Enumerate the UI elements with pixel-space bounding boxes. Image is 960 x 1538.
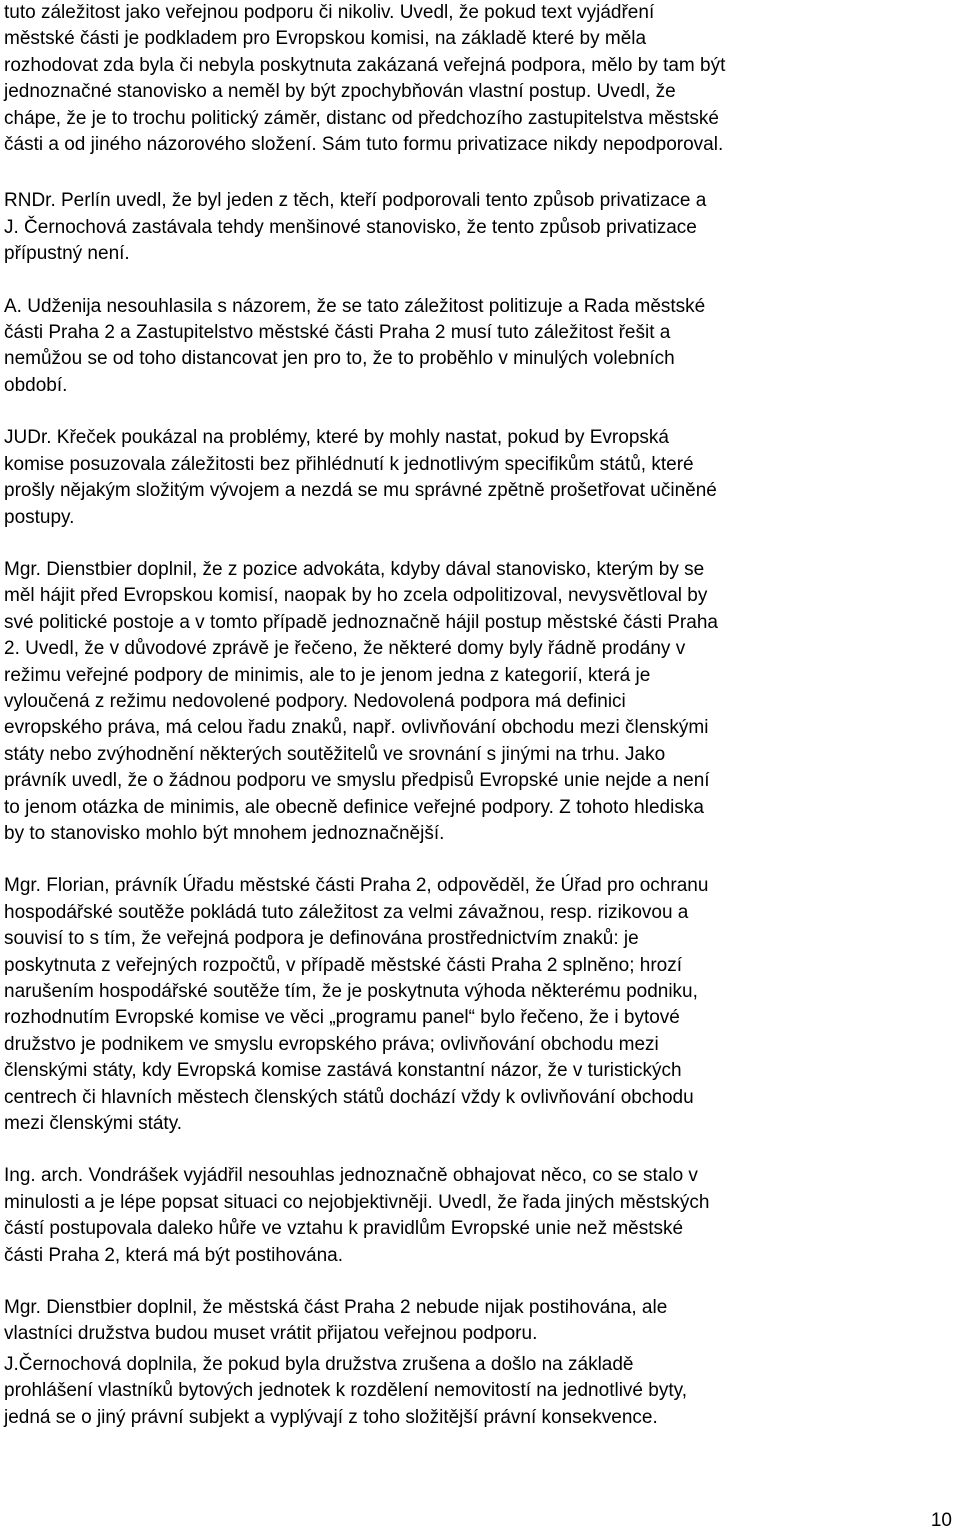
- page-number: 10: [930, 1510, 952, 1531]
- paragraph-dienstbier-2: Mgr. Dienstbier doplnil, že městská část Praha 2 nebude nijak postihována, ale vlastníci družstva budou muset vrátit přijatou veřejnou podporu.: [4, 1297, 668, 1345]
- paragraph-intro: tuto záležitost jako veřejnou podporu či nikoliv. Uvedl, že pokud text vyjádření městské části je podkladem pro Evropskou komisi, na základě které by měla rozhodovat zda byla či nebyla poskytnuta zakázaná veřejná podpora, mělo by tam být jednoznačné stanovisko a neměl by být zpochybňován vlastní postup. Uvedl, že chápe, že je to trochu politický záměr, distanc od předchozího zastupitelstva městské části a od jiného názorového složení. Sám tuto formu privatizace nikdy nepodporoval.: [4, 2, 726, 156]
- paragraph-cernochova: J.Černochová doplnila, že pokud byla družstva zrušena a došlo na základě prohlášení vlastníků bytových jednotek k rozdělení nemovitostí na jednotlivé byty, jedná se o jiný právní subjekt a vyplývají z toho složitější právní konsekvence.: [4, 1353, 687, 1428]
- paragraph-vondrasek: Ing. arch. Vondrášek vyjádřil nesouhlas jednoznačně obhajovat něco, co se stalo v minulosti a je lépe popsat situaci co nejobjektivněji. Uvedl, že řada jiných městských částí postupovala daleko hůře ve vztahu k pravidlům Evropské unie než městské části Praha 2, která má být postihována.: [4, 1165, 710, 1266]
- paragraph-spacer: [4, 399, 956, 425]
- paragraph-udzenija: A. Udženija nesouhlasila s názorem, že se tato záležitost politizuje a Rada městské části Praha 2 a Zastupitelstvo městské části Praha 2 musí tuto záležitost řešit a nemůžou se od toho distancovat jen pro to, že to proběhlo v minulých volebních období.: [4, 295, 706, 396]
- paragraph-spacer: [4, 1137, 956, 1163]
- paragraph-dienstbier-1: Mgr. Dienstbier doplnil, že z pozice advokáta, kdyby dával stanovisko, kterým by se měl hájit před Evropskou komisí, naopak by ho zcela odpolitizoval, nevysvětloval by své politické postoje a v tomto případě jednoznačně hájil postup městské části Praha 2. Uvedl, že v důvodové zprávě je řečeno, že některé domy byly řádně prodány v režimu veřejné podpory de minimis, ale to je jenom jedna z kategorií, která je vyloučená z režimu nedovolené podpory. Nedovolená podpora má definici evropského práva, má celou řadu znaků, např. ovlivňování obchodu mezi členskými státy nebo zvýhodnění některých soutěžitelů ve srovnání s jinými na trhu. Jako právník uvedl, že o žádnou podporu ve smyslu předpisů Evropské unie nejde a není to jenom otázka de minimis, ale obecně definice veřejné podpory. Z tohoto hlediska by to stanovisko mohlo být mnohem jednoznačnější.: [4, 558, 718, 844]
- paragraph-spacer: [4, 268, 956, 294]
- paragraph-spacer: [4, 847, 956, 873]
- paragraph-spacer: [4, 1269, 956, 1295]
- document-page: [4, 0, 956, 1431]
- paragraph-perlin: RNDr. Perlín uvedl, že byl jeden z těch, kteří podporovali tento způsob privatizace a J. Černochová zastávala tehdy menšinové stanovisko, že tento způsob privatizace přípustný není.: [4, 190, 707, 265]
- paragraph-spacer: [4, 158, 956, 188]
- paragraph-krecek: JUDr. Křeček poukázal na problémy, které by mohly nastat, pokud by Evropská komise posuzovala záležitosti bez přihlédnutí k jednotlivým specifikům států, které prošly nějakým složitým vývojem a nezdá se mu správné zpětně prošetřovat učiněné postupy.: [4, 427, 717, 528]
- paragraph-spacer: [4, 531, 956, 557]
- paragraph-florian: Mgr. Florian, právník Úřadu městské části Praha 2, odpověděl, že Úřad pro ochranu hospodářské soutěže pokládá tuto záležitost za velmi závažnou, resp. rizikovou a souvisí to s tím, že veřejná podpora je definována prostřednictvím znaků: je poskytnuta z veřejných rozpočtů, v případě městské části Praha 2 splněno; hrozí narušením hospodářské soutěže tím, že je poskytnuta výhoda některému podniku, rozhodnutím Evropské komise ve věci „programu panel“ bylo řečeno, že i bytové družstvo je podnikem ve smyslu evropského práva; ovlivňování obchodu mezi členskými státy, kdy Evropská komise zastává konstantní názor, že v turistických centrech či hlavních městech členských států dochází vždy k ovlivňování obchodu mezi členskými státy.: [4, 875, 709, 1135]
